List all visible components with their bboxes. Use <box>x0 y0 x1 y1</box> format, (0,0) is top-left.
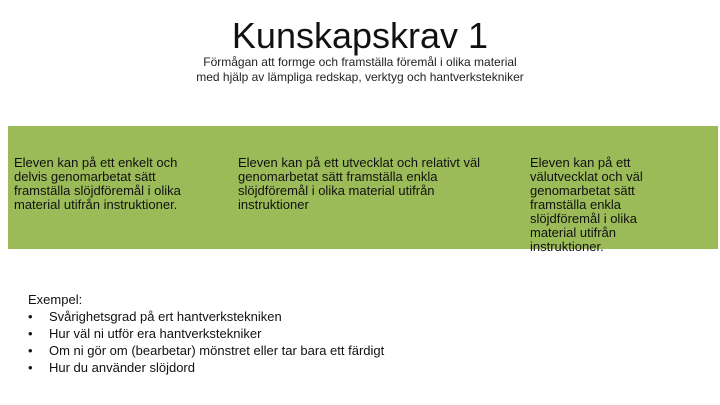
criteria-column-e <box>14 156 226 212</box>
criteria-line: material utifrån <box>530 225 616 240</box>
example-item-text: Om ni gör om (bearbetar) mönstret eller tar bara ett färdigt <box>49 343 385 358</box>
subtitle-line: Förmågan att formge och framställa föremål i olika material <box>203 55 517 69</box>
criteria-line: välutvecklat och väl <box>530 169 643 184</box>
criteria-line: Eleven kan på ett enkelt och <box>14 155 178 170</box>
criteria-line: genomarbetat sätt framställa enkla <box>238 169 438 184</box>
example-section <box>28 291 628 376</box>
bullet-icon: • <box>28 309 33 324</box>
criteria-line: instruktioner. <box>530 239 604 254</box>
criteria-band <box>8 126 718 254</box>
criteria-line: delvis genomarbetat sätt <box>14 169 156 184</box>
criteria-line: genomarbetat sätt <box>530 183 635 198</box>
example-item <box>28 308 628 325</box>
criteria-column-a <box>530 156 680 254</box>
slide-subtitle <box>0 55 720 85</box>
slide-title: Kunskapskrav 1 <box>231 15 489 56</box>
criteria-line: Eleven kan på ett utvecklat och relativt väl <box>238 155 481 170</box>
example-item-text: Hur du använder slöjdord <box>49 360 195 375</box>
criteria-line: material utifrån instruktioner. <box>14 197 178 212</box>
criteria-line: framställa enkla <box>530 197 622 212</box>
criteria-column-c <box>238 156 530 212</box>
criteria-line: Eleven kan på ett <box>530 155 631 170</box>
example-heading: Exempel: <box>28 292 83 307</box>
bullet-icon: • <box>28 326 33 341</box>
criteria-line: slöjdföremål i olika material utifrån <box>238 183 435 198</box>
example-item <box>28 359 628 376</box>
example-item-text: Hur väl ni utför era hantverkstekniker <box>49 326 262 341</box>
bullet-icon: • <box>28 343 33 358</box>
criteria-line: slöjdföremål i olika <box>530 211 637 226</box>
criteria-line: instruktioner <box>238 197 309 212</box>
criteria-line: framställa slöjdföremål i olika <box>14 183 181 198</box>
example-list <box>28 308 628 376</box>
example-item <box>28 325 628 342</box>
example-item-text: Svårighetsgrad på ert hantverkstekniken <box>49 309 282 324</box>
subtitle-line: med hjälp av lämpliga redskap, verktyg och hantverkstekniker <box>196 70 524 84</box>
example-item <box>28 342 628 359</box>
bullet-icon: • <box>28 360 33 375</box>
